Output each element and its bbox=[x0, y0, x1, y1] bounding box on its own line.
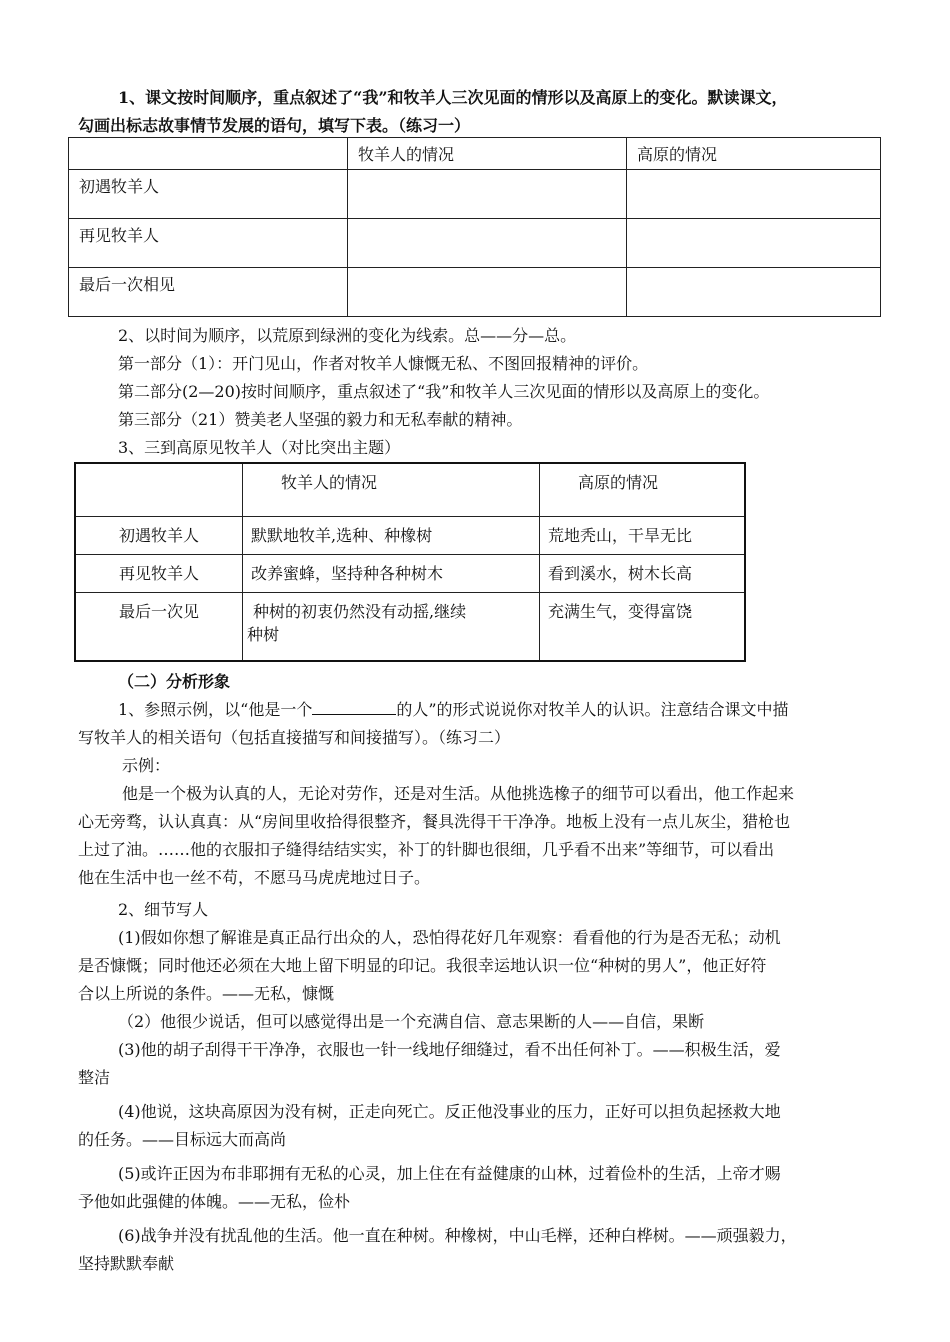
section2-title: （二）分析形象 bbox=[118, 672, 231, 691]
detail-line: (1)假如你想了解谁是真正品行出众的人，恐怕得花好几年观察：看看他的行为是否无私；动机 bbox=[118, 928, 781, 947]
table2-cell-shepherd: 改养蜜蜂，坚持种各种树木 bbox=[243, 555, 540, 593]
section2-q1-line1 bbox=[118, 696, 789, 724]
table2-cell-plateau: 看到溪水，树木长高 bbox=[540, 555, 746, 593]
detail-line: (5)或许正因为布非耶拥有无私的心灵，加上住在有益健康的山林，过着俭朴的生活，上帝才赐 bbox=[118, 1164, 781, 1183]
plot-table-filled bbox=[74, 462, 746, 662]
table2-row-label: 最后一次见 bbox=[75, 593, 243, 662]
table1-header-empty bbox=[69, 138, 348, 170]
q2-structure: 2、以时间为顺序，以荒原到绿洲的变化为线索。总——分—总。 bbox=[118, 326, 577, 345]
detail-line: (6)战争并没有扰乱他的生活。他一直在种树。种橡树，中山毛榉，还种白桦树。——顽强毅力， bbox=[118, 1226, 797, 1245]
detail-line: (3)他的胡子刮得干干净净，衣服也一针一线地仔细缝过，看不出任何补丁。——积极生活，爱 bbox=[118, 1040, 781, 1059]
example-label: 示例： bbox=[122, 756, 171, 775]
detail-line: 的任务。——目标远大而高尚 bbox=[78, 1130, 287, 1149]
table2-cell-shepherd-line2: 种树 bbox=[247, 625, 280, 644]
detail-line: 整洁 bbox=[78, 1068, 111, 1087]
table1-cell-blank[interactable] bbox=[627, 219, 881, 268]
table1-header-shepherd: 牧羊人的情况 bbox=[348, 138, 627, 170]
detail-line: 合以上所说的条件。——无私，慷慨 bbox=[78, 984, 335, 1003]
table1-cell-blank[interactable] bbox=[627, 170, 881, 219]
table1-row-label: 再见牧羊人 bbox=[69, 219, 348, 268]
table2-cell-shepherd: 默默地牧羊,选种、种橡树 bbox=[243, 517, 540, 555]
plot-table-blank bbox=[68, 137, 881, 317]
detail-line: 是否慷慨；同时他还必须在大地上留下明显的印记。我很幸运地认识一位“种树的男人”，他正好符 bbox=[78, 956, 767, 975]
detail-line: (4)他说，这块高原因为没有树，正走向死亡。反正他没事业的压力，正好可以担负起拯救大地 bbox=[118, 1102, 781, 1121]
example-line: 上过了油。……他的衣服扣子缝得结结实实，补丁的针脚也很细，几乎看不出来”等细节，可以看出 bbox=[78, 840, 775, 859]
q1-text-line1: 1、课文按时间顺序，重点叙述了“我”和牧羊人三次见面的情形以及高原上的变化。默读课文， bbox=[118, 88, 788, 107]
table2-cell-plateau: 荒地秃山，干旱无比 bbox=[540, 517, 746, 555]
table1-cell-blank[interactable] bbox=[348, 170, 627, 219]
table2-header-shepherd: 牧羊人的情况 bbox=[243, 463, 540, 517]
fill-blank[interactable] bbox=[312, 698, 396, 715]
table2-row-label: 再见牧羊人 bbox=[75, 555, 243, 593]
table1-cell-blank[interactable] bbox=[348, 268, 627, 317]
section2-q1-line2: 写牧羊人的相关语句（包括直接描写和间接描写）。（练习二） bbox=[78, 728, 511, 747]
table2-header-plateau: 高原的情况 bbox=[540, 463, 746, 517]
q2-part2: 第二部分(2—20)按时间顺序，重点叙述了“我”和牧羊人三次见面的情形以及高原上的变化。 bbox=[118, 382, 770, 401]
detail-line: （2）他很少说话，但可以感觉得出是一个充满自信、意志果断的人——自信，果断 bbox=[118, 1012, 705, 1031]
table2-cell-shepherd bbox=[243, 593, 540, 662]
q1-text-line2: 勾画出标志故事情节发展的语句，填写下表。（练习一） bbox=[78, 116, 471, 135]
detail-line: 坚持默默奉献 bbox=[78, 1254, 175, 1273]
table2-row-label: 初遇牧羊人 bbox=[75, 517, 243, 555]
example-line: 心无旁骛，认认真真：从“房间里收拾得很整齐，餐具洗得干干净净。地板上没有一点儿灰尘，猎枪也 bbox=[78, 812, 791, 831]
table2-cell-plateau: 充满生气，变得富饶 bbox=[540, 593, 746, 662]
section2-q1-suffix: 的人”的形式说说你对牧羊人的认识。注意结合课文中描 bbox=[396, 700, 789, 719]
table2-cell-shepherd-line1: 种树的初衷仍然没有动摇,继续 bbox=[253, 602, 467, 621]
q2-part1: 第一部分（1）：开门见山，作者对牧羊人慷慨无私、不图回报精神的评价。 bbox=[118, 354, 649, 373]
table2-header-empty bbox=[75, 463, 243, 517]
table1-row-label: 最后一次相见 bbox=[69, 268, 348, 317]
detail-line: 予他如此强健的体魄。——无私，俭朴 bbox=[78, 1192, 351, 1211]
table1-cell-blank[interactable] bbox=[627, 268, 881, 317]
table1-row-label: 初遇牧羊人 bbox=[69, 170, 348, 219]
section2-q2-heading: 2、细节写人 bbox=[118, 900, 209, 919]
q3-heading: 3、三到高原见牧羊人（对比突出主题） bbox=[118, 438, 401, 457]
section2-q1-prefix: 1、参照示例，以“他是一个 bbox=[118, 700, 313, 719]
example-line: 他是一个极为认真的人，无论对劳作，还是对生活。从他挑选橡子的细节可以看出，他工作起来 bbox=[122, 784, 795, 803]
q2-part3: 第三部分（21）赞美老人坚强的毅力和无私奉献的精神。 bbox=[118, 410, 523, 429]
example-line: 他在生活中也一丝不苟，不愿马马虎虎地过日子。 bbox=[78, 868, 431, 887]
table1-cell-blank[interactable] bbox=[348, 219, 627, 268]
table1-header-plateau: 高原的情况 bbox=[627, 138, 881, 170]
